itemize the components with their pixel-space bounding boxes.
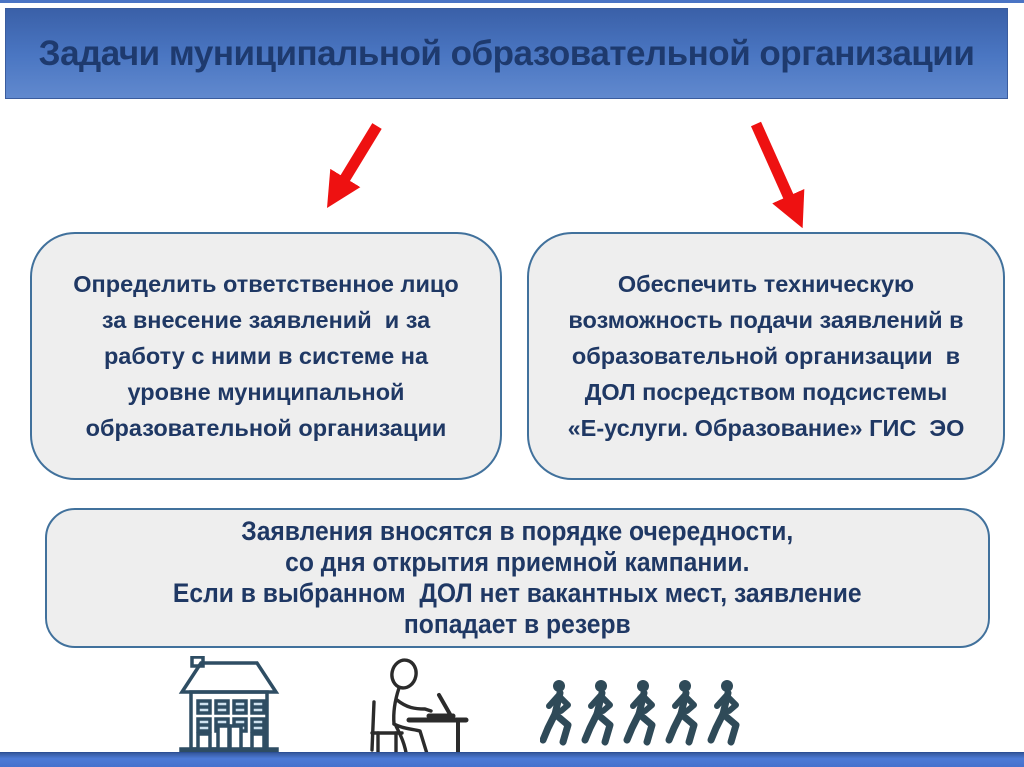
task-left-line: за внесение заявлений и за [101, 307, 431, 333]
red-arrow-right-icon [756, 124, 794, 209]
task-right-line: возможность подачи заявлений в [568, 307, 964, 333]
top-accent-line [0, 0, 1024, 3]
note-line: попадает в резерв [404, 609, 631, 639]
task-left-line: образовательной организации [85, 415, 447, 441]
task-right-line: ДОЛ посредством подсистемы [584, 379, 948, 405]
bottom-accent-bar [0, 752, 1024, 767]
task-right-line: Обеспечить техническую [617, 271, 915, 297]
task-left-line: работу с ними в системе на [103, 343, 429, 369]
task-box-left [30, 232, 502, 480]
task-box-right [527, 232, 1005, 480]
task-right-line: образовательной организации в [571, 343, 961, 369]
red-arrow-left-icon [338, 126, 377, 190]
walking-people-icon [540, 678, 752, 756]
task-right-line: «Е-услуги. Образование» ГИС ЭО [567, 415, 965, 441]
person-at-desk-icon [345, 658, 470, 760]
note-box-bottom [45, 508, 990, 648]
task-left-line: Определить ответственное лицо [73, 271, 459, 297]
note-line: Заявления вносятся в порядке очередности, [241, 516, 794, 546]
page-title: Задачи муниципальной образовательной организации [38, 33, 975, 73]
note-line: Если в выбранном ДОЛ нет вакантных мест, заявление [173, 578, 862, 608]
note-line: со дня открытия приемной кампании. [285, 547, 750, 577]
red-arrows [300, 112, 820, 237]
task-left-line: уровне муниципальной [127, 379, 405, 405]
building-icon [172, 656, 286, 756]
slide-title-bar [5, 8, 1008, 99]
